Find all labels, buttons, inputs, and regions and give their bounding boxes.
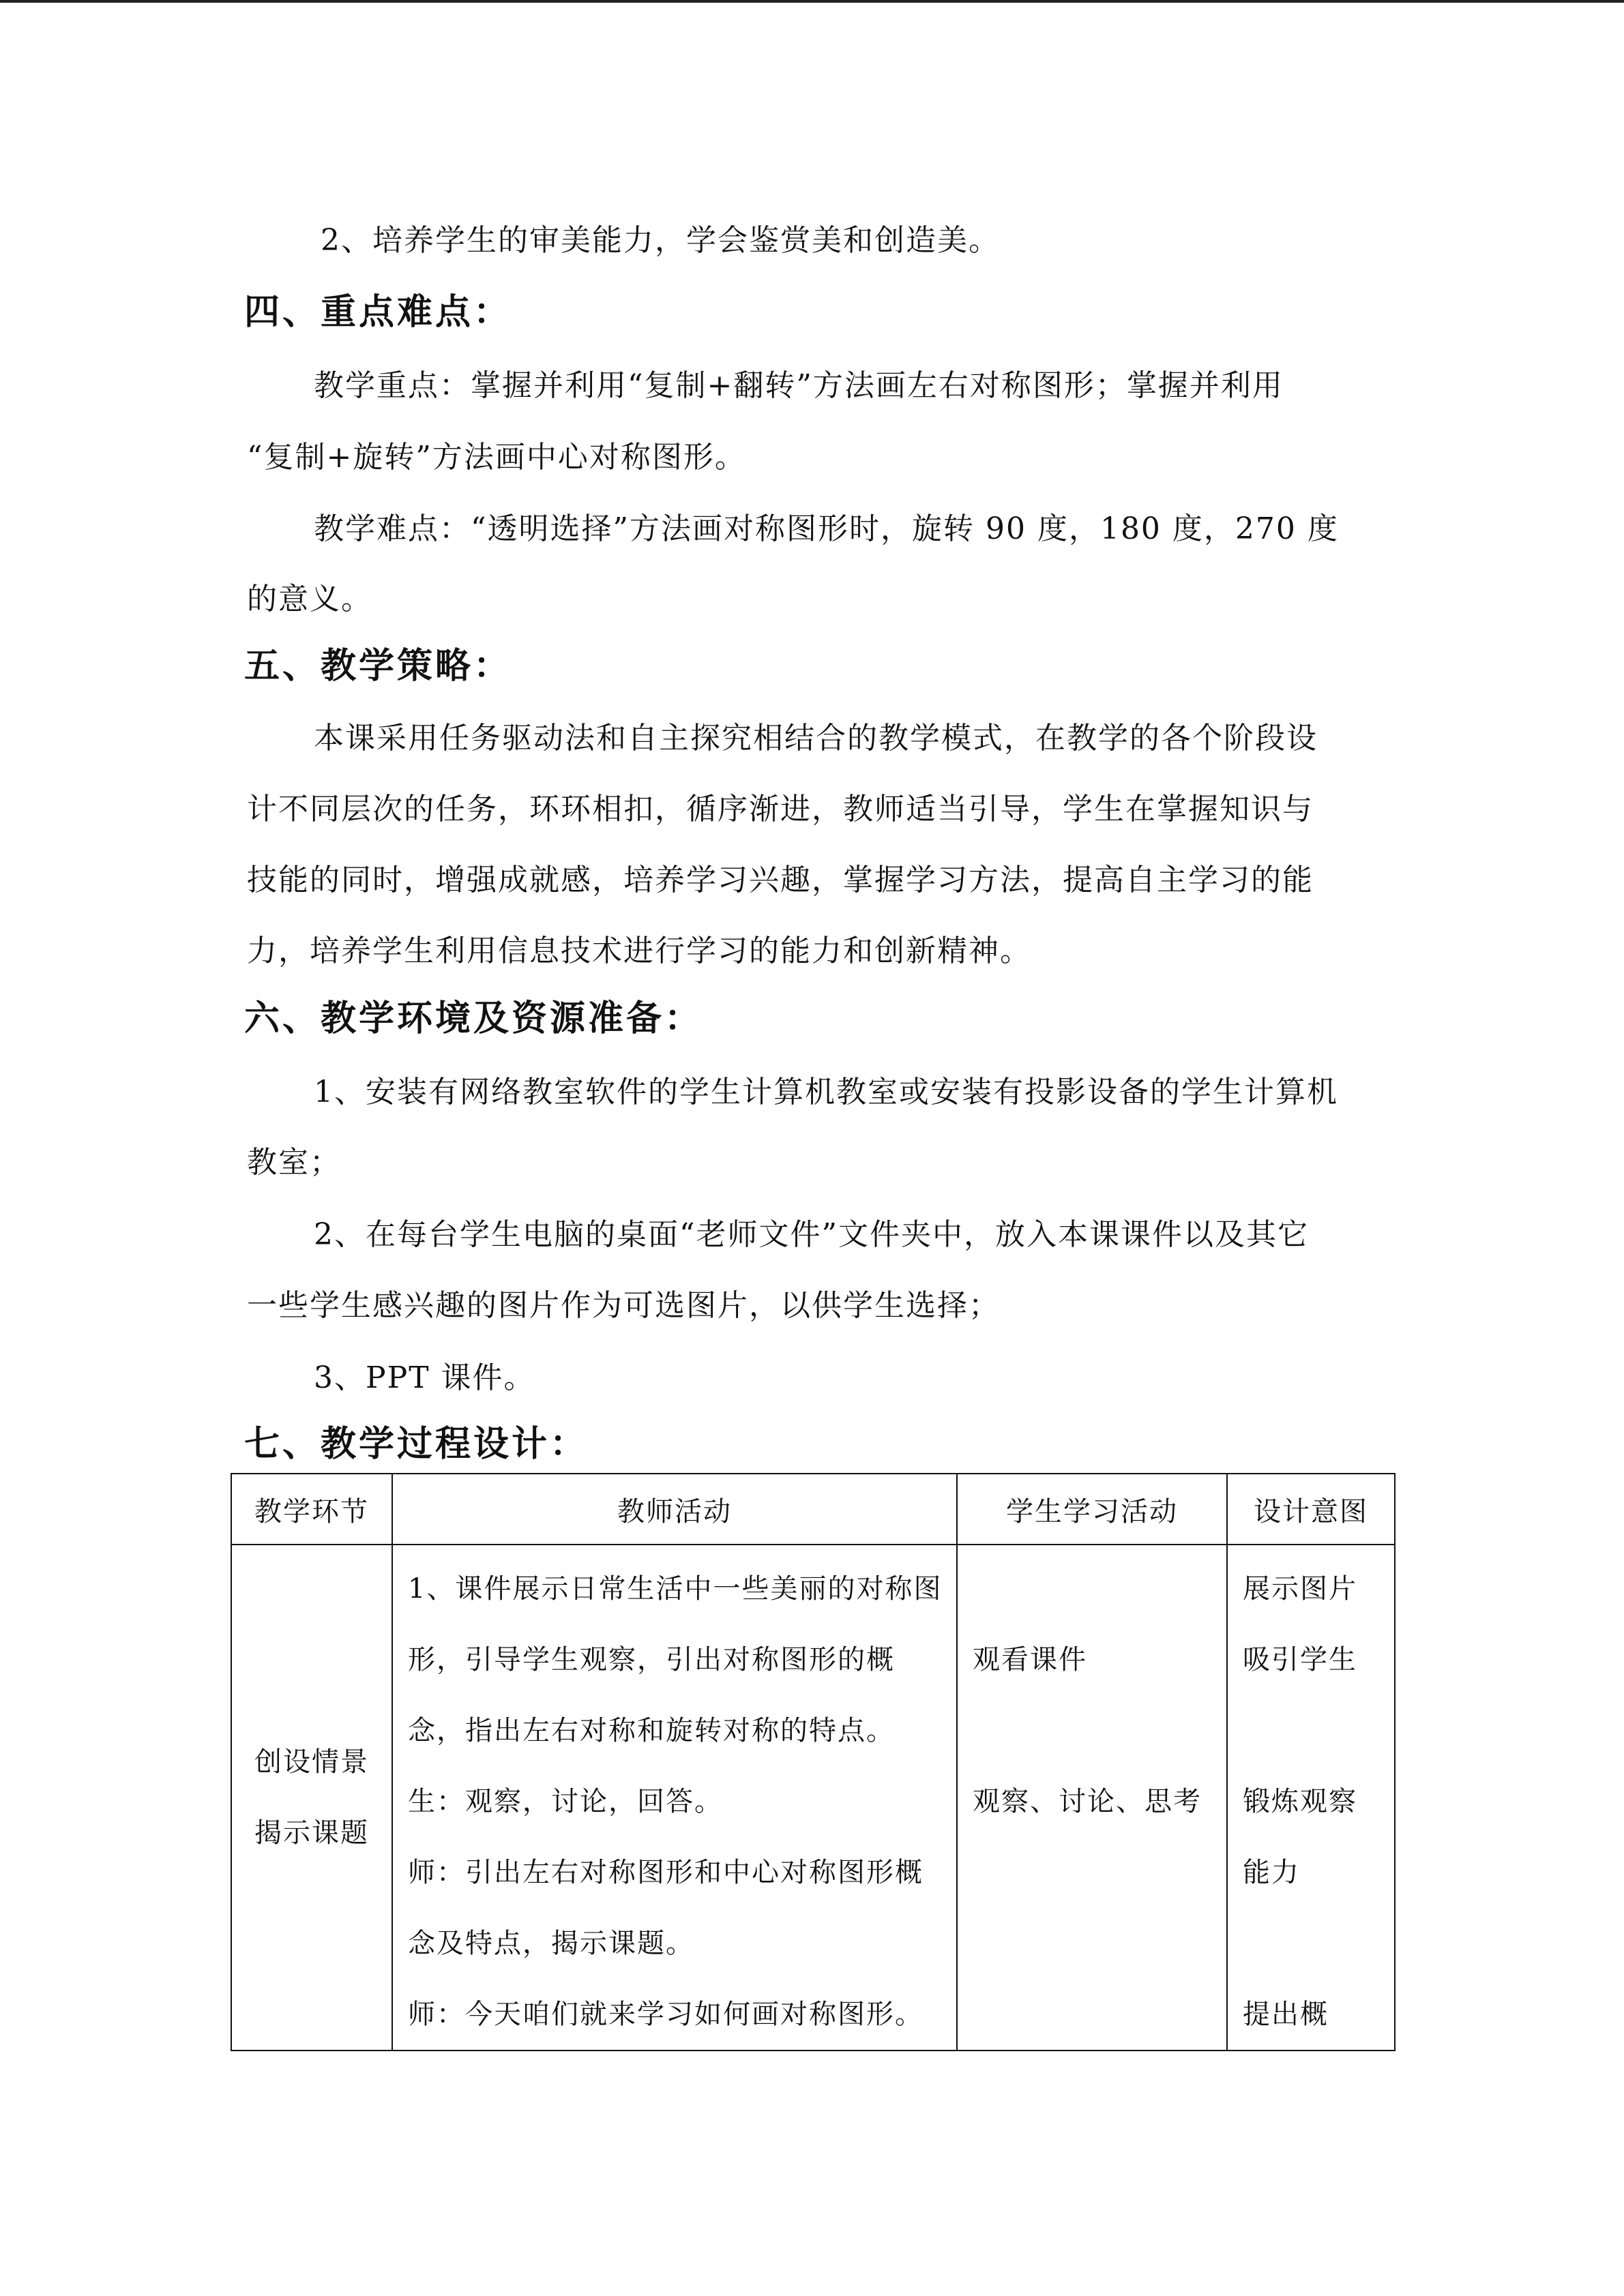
teacher-activity-line: 形，引导学生观察，引出对称图形的概 <box>408 1644 895 1675</box>
teacher-activity-line: 生：观察，讨论，回答。 <box>408 1786 723 1817</box>
difficulty-line-1: 教学难点：“透明选择”方法画对称图形时，旋转 90 度，180 度，270 度 <box>314 511 1339 546</box>
teacher-activity-line: 师：今天咱们就来学习如何画对称图形。 <box>408 1999 924 2030</box>
student-activity-cell <box>957 1545 1227 2051</box>
teaching-process-table <box>231 1473 1396 2051</box>
key-point-line-2: “复制+旋转”方法画中心对称图形。 <box>247 440 746 475</box>
environment-2-line-2: 一些学生感兴趣的图片作为可选图片，以供学生选择； <box>247 1288 1000 1323</box>
student-activity-line <box>973 1695 1211 1766</box>
teacher-activity-line: 念及特点，揭示课题。 <box>408 1928 694 1959</box>
environment-1-line-1: 1、安装有网络教室软件的学生计算机教室或安装有投影设备的学生计算机 <box>314 1075 1338 1109</box>
student-activity-line: 观看课件 <box>973 1644 1087 1675</box>
environment-2-line-1: 2、在每台学生电脑的桌面“老师文件”文件夹中，放入本课课件以及其它 <box>314 1217 1309 1252</box>
section-6-heading: 六、教学环境及资源准备： <box>244 998 703 1039</box>
environment-3: 3、PPT 课件。 <box>314 1360 535 1395</box>
design-intent-line <box>1243 1695 1379 1766</box>
design-intent-line: 能力 <box>1243 1857 1300 1888</box>
stage-line: 创设情景 <box>254 1746 369 1778</box>
design-intent-line: 锻炼观察 <box>1243 1786 1357 1817</box>
header-design-intent: 设计意图 <box>1227 1474 1395 1545</box>
strategy-line-1: 本课采用任务驱动法和自主探究相结合的教学模式，在教学的各个阶段设 <box>314 721 1318 756</box>
student-activity-line: 观察、讨论、思考 <box>973 1786 1202 1817</box>
teacher-activity-line: 师：引出左右对称图形和中心对称图形概 <box>408 1857 924 1888</box>
section-5-heading: 五、教学策略： <box>244 646 512 687</box>
student-activity-line <box>973 1837 1211 1908</box>
design-intent-line: 吸引学生 <box>1243 1644 1357 1675</box>
objective-2: 2、培养学生的审美能力，学会鉴赏美和创造美。 <box>321 223 1000 258</box>
design-intent-line: 展示图片 <box>1243 1573 1357 1605</box>
teacher-activity-cell <box>392 1545 957 2051</box>
teacher-activity-line: 念，指出左右对称和旋转对称的特点。 <box>408 1715 895 1746</box>
section-4-heading: 四、重点难点： <box>244 292 512 333</box>
design-intent-cell <box>1227 1545 1395 2051</box>
header-student-activity: 学生学习活动 <box>957 1474 1227 1545</box>
strategy-line-2: 计不同层次的任务，环环相扣，循序渐进，教师适当引导，学生在掌握知识与 <box>247 792 1314 826</box>
table-row <box>231 1545 1395 2051</box>
strategy-line-4: 力，培养学生利用信息技术进行学习的能力和创新精神。 <box>247 934 1031 968</box>
student-activity-line <box>973 1553 1211 1624</box>
teacher-activity-line: 1、课件展示日常生活中一些美丽的对称图 <box>408 1573 943 1605</box>
student-activity-line <box>973 1979 1211 2050</box>
strategy-line-3: 技能的同时，增强成就感，培养学习兴趣，掌握学习方法，提高自主学习的能 <box>247 863 1314 897</box>
student-activity-line <box>973 1908 1211 1979</box>
difficulty-line-2: 的意义。 <box>247 582 372 616</box>
key-point-line-1: 教学重点：掌握并利用“复制+翻转”方法画左右对称图形；掌握并利用 <box>314 368 1284 403</box>
stage-line: 揭示课题 <box>254 1817 369 1849</box>
section-7-heading: 七、教学过程设计： <box>244 1424 589 1465</box>
table-header-row <box>231 1474 1395 1545</box>
design-intent-line <box>1243 1908 1379 1979</box>
header-teacher-activity: 教师活动 <box>392 1474 957 1545</box>
environment-1-line-2: 教室； <box>247 1145 341 1180</box>
design-intent-line: 提出概 <box>1243 1999 1329 2030</box>
header-stage: 教学环节 <box>231 1474 392 1545</box>
stage-cell <box>231 1545 392 2051</box>
